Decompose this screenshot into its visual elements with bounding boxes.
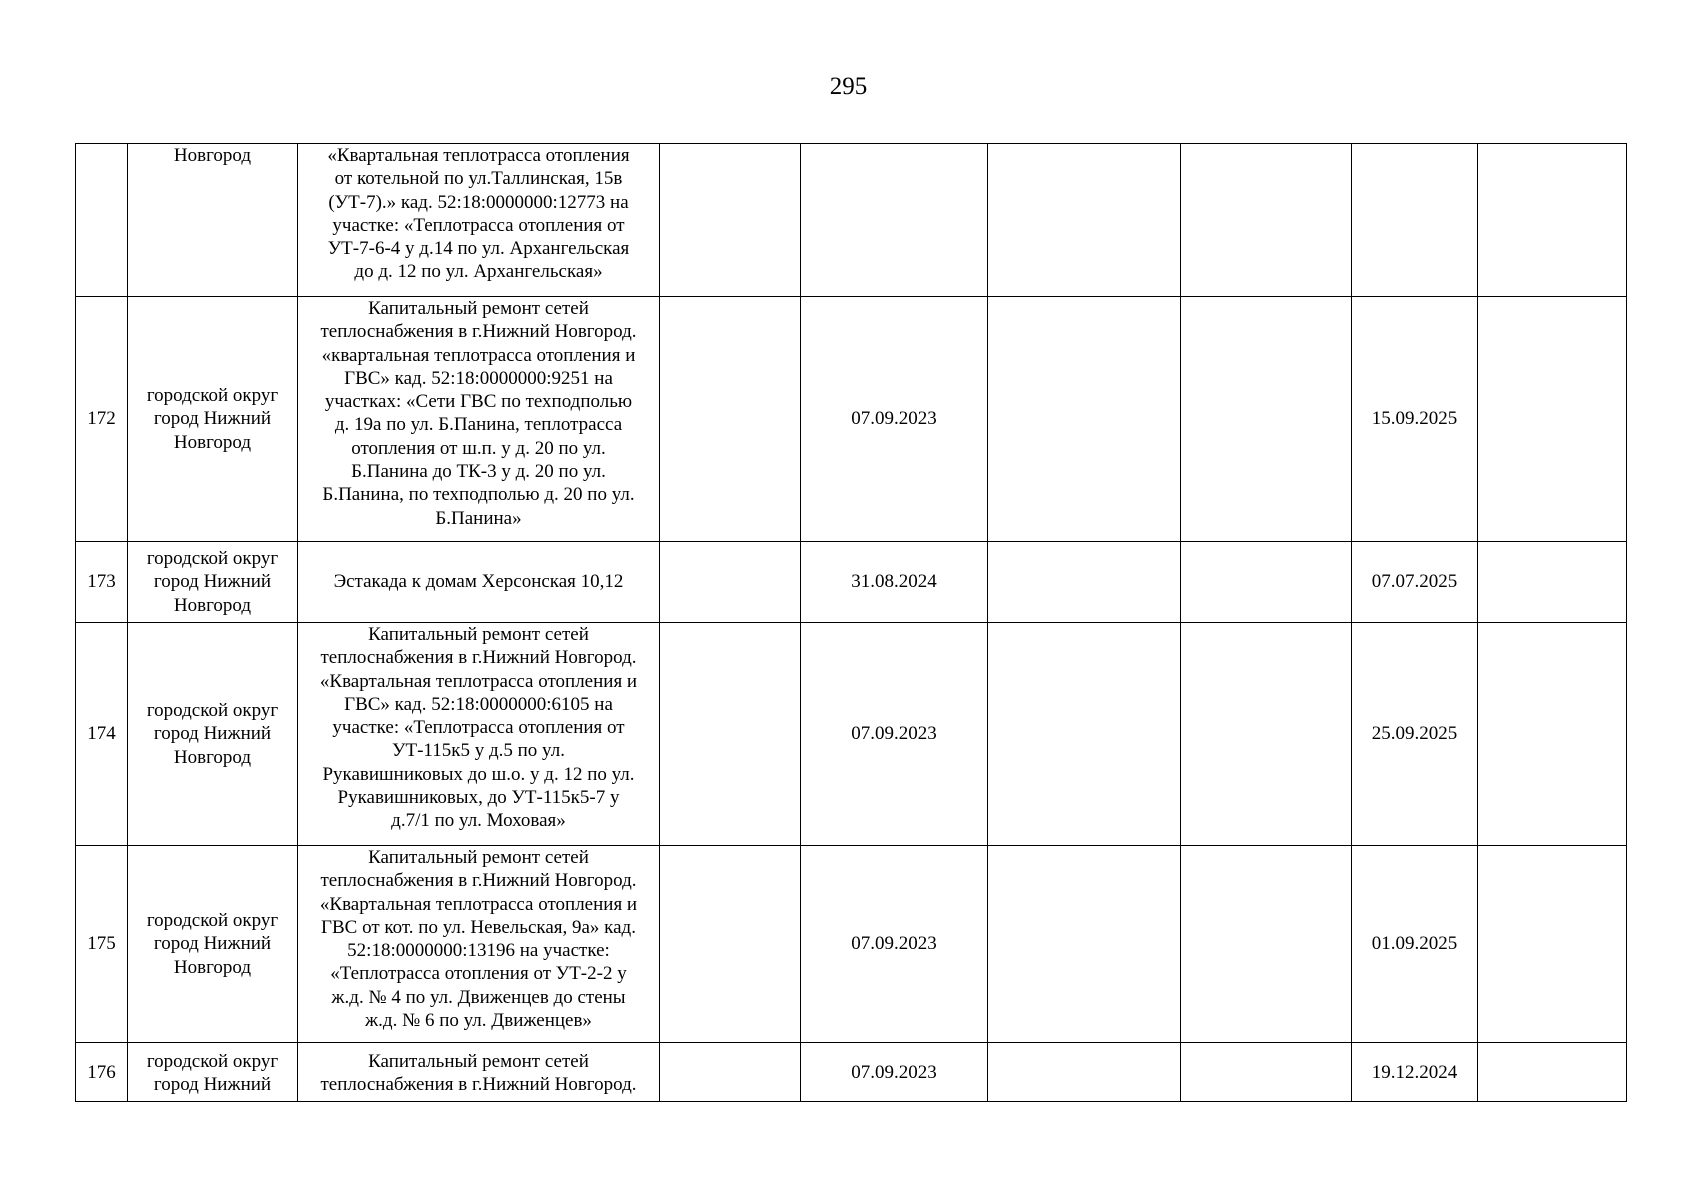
description-line: участках: «Сети ГВС по техподполью [324, 391, 633, 413]
empty-cell [1181, 1043, 1352, 1102]
table-row [76, 542, 1627, 623]
description-line: Эстакада к домам Херсонская 10,12 [333, 571, 624, 593]
description-line: Рукавишниковых до ш.о. у д. 12 по ул. [322, 763, 635, 785]
empty-cell [1181, 846, 1352, 1043]
description-line: теплоснабжения в г.Нижний Новгород. [320, 1074, 637, 1096]
row-number: 172 [87, 408, 116, 430]
table-row [76, 144, 1627, 297]
empty-cell [660, 542, 801, 623]
empty-cell [660, 846, 801, 1043]
territory-line: город Нижний [153, 408, 272, 430]
territory-line: город Нижний [153, 933, 272, 955]
description-line: отопления от ш.п. у д. 20 по ул. [351, 437, 606, 459]
territory-line: Новгород [173, 145, 252, 166]
description-cell [298, 542, 660, 623]
date-start: 07.09.2023 [851, 933, 937, 955]
empty-cell [988, 846, 1181, 1043]
row-number: 173 [87, 571, 116, 593]
description-line: ГВС» кад. 52:18:0000000:9251 на [344, 367, 613, 389]
description-line: Б.Панина до ТК-3 у д. 20 по ул. [351, 461, 606, 483]
description-line: ГВС» кад. 52:18:0000000:6105 на [344, 693, 613, 715]
table-row [76, 846, 1627, 1043]
row-number: 175 [87, 933, 116, 955]
territory-line: город Нижний [153, 723, 272, 745]
territory-cell [128, 1043, 298, 1102]
date-start-cell [801, 144, 988, 297]
description-line: д. 19а по ул. Б.Панина, теплотрасса [334, 414, 623, 436]
description-line: ж.д. № 6 по ул. Движенцев» [365, 1010, 592, 1032]
territory-line: город Нижний [153, 1074, 272, 1096]
empty-cell [1181, 144, 1352, 297]
date-end-cell [1352, 846, 1478, 1043]
description-line: Б.Панина, по техподполью д. 20 по ул. [322, 484, 635, 506]
description-line: Капитальный ремонт сетей [368, 847, 589, 868]
empty-cell [1478, 846, 1627, 1043]
territory-line: Новгород [173, 431, 252, 453]
territory-line: Новгород [173, 956, 252, 978]
table-row [76, 623, 1627, 846]
description-line: от котельной по ул.Таллинская, 15в [334, 168, 623, 190]
empty-cell [1478, 623, 1627, 846]
date-start-cell [801, 623, 988, 846]
empty-cell [988, 623, 1181, 846]
description-line: Капитальный ремонт сетей [368, 298, 589, 319]
territory-cell [128, 297, 298, 542]
description-line: ж.д. № 4 по ул. Движенцев до стены [331, 986, 626, 1008]
empty-cell [988, 542, 1181, 623]
description-line: «Квартальная теплотрасса отопления [327, 145, 630, 166]
empty-cell [988, 297, 1181, 542]
description-line: теплоснабжения в г.Нижний Новгород. [320, 321, 637, 343]
territory-line: городской округ [146, 385, 279, 407]
date-start-cell [801, 846, 988, 1043]
description-line: участке: «Теплотрасса отопления от [332, 214, 625, 236]
description-line: Рукавишниковых, до УТ-115к5-7 у [337, 787, 620, 809]
empty-cell [1181, 542, 1352, 623]
description-line: УТ-115к5 у д.5 по ул. [392, 740, 565, 762]
territory-line: городской округ [146, 1051, 279, 1072]
description-line: «Квартальная теплотрасса отопления и [319, 670, 638, 692]
territory-cell [128, 144, 298, 297]
date-end-cell [1352, 623, 1478, 846]
date-end-cell [1352, 297, 1478, 542]
table-row [76, 297, 1627, 542]
empty-cell [1181, 297, 1352, 542]
territory-cell [128, 846, 298, 1043]
page-number: 295 [829, 73, 868, 100]
date-start: 07.09.2023 [851, 1062, 937, 1083]
date-end-cell [1352, 542, 1478, 623]
description-cell [298, 846, 660, 1043]
empty-cell [660, 144, 801, 297]
date-start: 07.09.2023 [851, 408, 937, 430]
description-line: д.7/1 по ул. Моховая» [391, 810, 566, 832]
description-line: «Теплотрасса отопления от УТ-2-2 у [330, 963, 627, 985]
date-end: 07.07.2025 [1371, 571, 1458, 593]
description-line: ГВС от кот. по ул. Невельская, 9а» кад. [321, 916, 636, 938]
date-start-cell [801, 297, 988, 542]
territory-line: городской округ [146, 910, 279, 932]
description-line: теплоснабжения в г.Нижний Новгород. [320, 870, 637, 892]
date-start: 31.08.2024 [851, 571, 937, 593]
description-line: УТ-7-6-4 у д.14 по ул. Архангельская [327, 238, 630, 260]
row-number: 176 [87, 1062, 116, 1083]
description-line: Б.Панина» [435, 507, 522, 529]
row-number-cell [76, 1043, 128, 1102]
empty-cell [1478, 297, 1627, 542]
row-number-cell [76, 297, 128, 542]
date-end: 19.12.2024 [1371, 1062, 1458, 1083]
territory-line: городской округ [146, 548, 279, 570]
row-number-cell [76, 623, 128, 846]
empty-cell [660, 1043, 801, 1102]
description-cell [298, 1043, 660, 1102]
description-line: Капитальный ремонт сетей [368, 1051, 589, 1072]
empty-cell [1181, 623, 1352, 846]
row-number-cell [76, 846, 128, 1043]
empty-cell [1478, 144, 1627, 297]
empty-cell [1478, 1043, 1627, 1102]
table-row [76, 1043, 1627, 1102]
empty-cell [988, 1043, 1181, 1102]
empty-cell [660, 623, 801, 846]
description-line: (УТ-7).» кад. 52:18:0000000:12773 на [328, 191, 629, 213]
row-number: 174 [87, 723, 116, 745]
description-line: «Квартальная теплотрасса отопления и [319, 893, 638, 915]
description-line: участке: «Теплотрасса отопления от [332, 717, 625, 739]
date-end-cell [1352, 144, 1478, 297]
description-cell [298, 623, 660, 846]
date-start: 07.09.2023 [851, 723, 937, 745]
description-cell [298, 144, 660, 297]
date-end: 15.09.2025 [1371, 408, 1458, 430]
territory-line: Новгород [173, 594, 252, 616]
empty-cell [660, 297, 801, 542]
description-line: до д. 12 по ул. Архангельская» [354, 261, 603, 283]
territory-cell [128, 623, 298, 846]
description-cell [298, 297, 660, 542]
territory-cell [128, 542, 298, 623]
territory-line: городской округ [146, 700, 279, 722]
territory-line: город Нижний [153, 571, 272, 593]
description-line: Капитальный ремонт сетей [368, 624, 589, 645]
description-line: «квартальная теплотрасса отопления и [321, 344, 636, 366]
territory-line: Новгород [173, 746, 252, 768]
empty-cell [1478, 542, 1627, 623]
works-table [75, 143, 1627, 1102]
row-number-cell [76, 144, 128, 297]
description-line: теплоснабжения в г.Нижний Новгород. [320, 647, 637, 669]
row-number-cell [76, 542, 128, 623]
empty-cell [988, 144, 1181, 297]
date-start-cell [801, 542, 988, 623]
description-line: 52:18:0000000:13196 на участке: [347, 940, 610, 962]
date-start-cell [801, 1043, 988, 1102]
date-end: 25.09.2025 [1371, 723, 1458, 745]
date-end: 01.09.2025 [1371, 933, 1458, 955]
date-end-cell [1352, 1043, 1478, 1102]
